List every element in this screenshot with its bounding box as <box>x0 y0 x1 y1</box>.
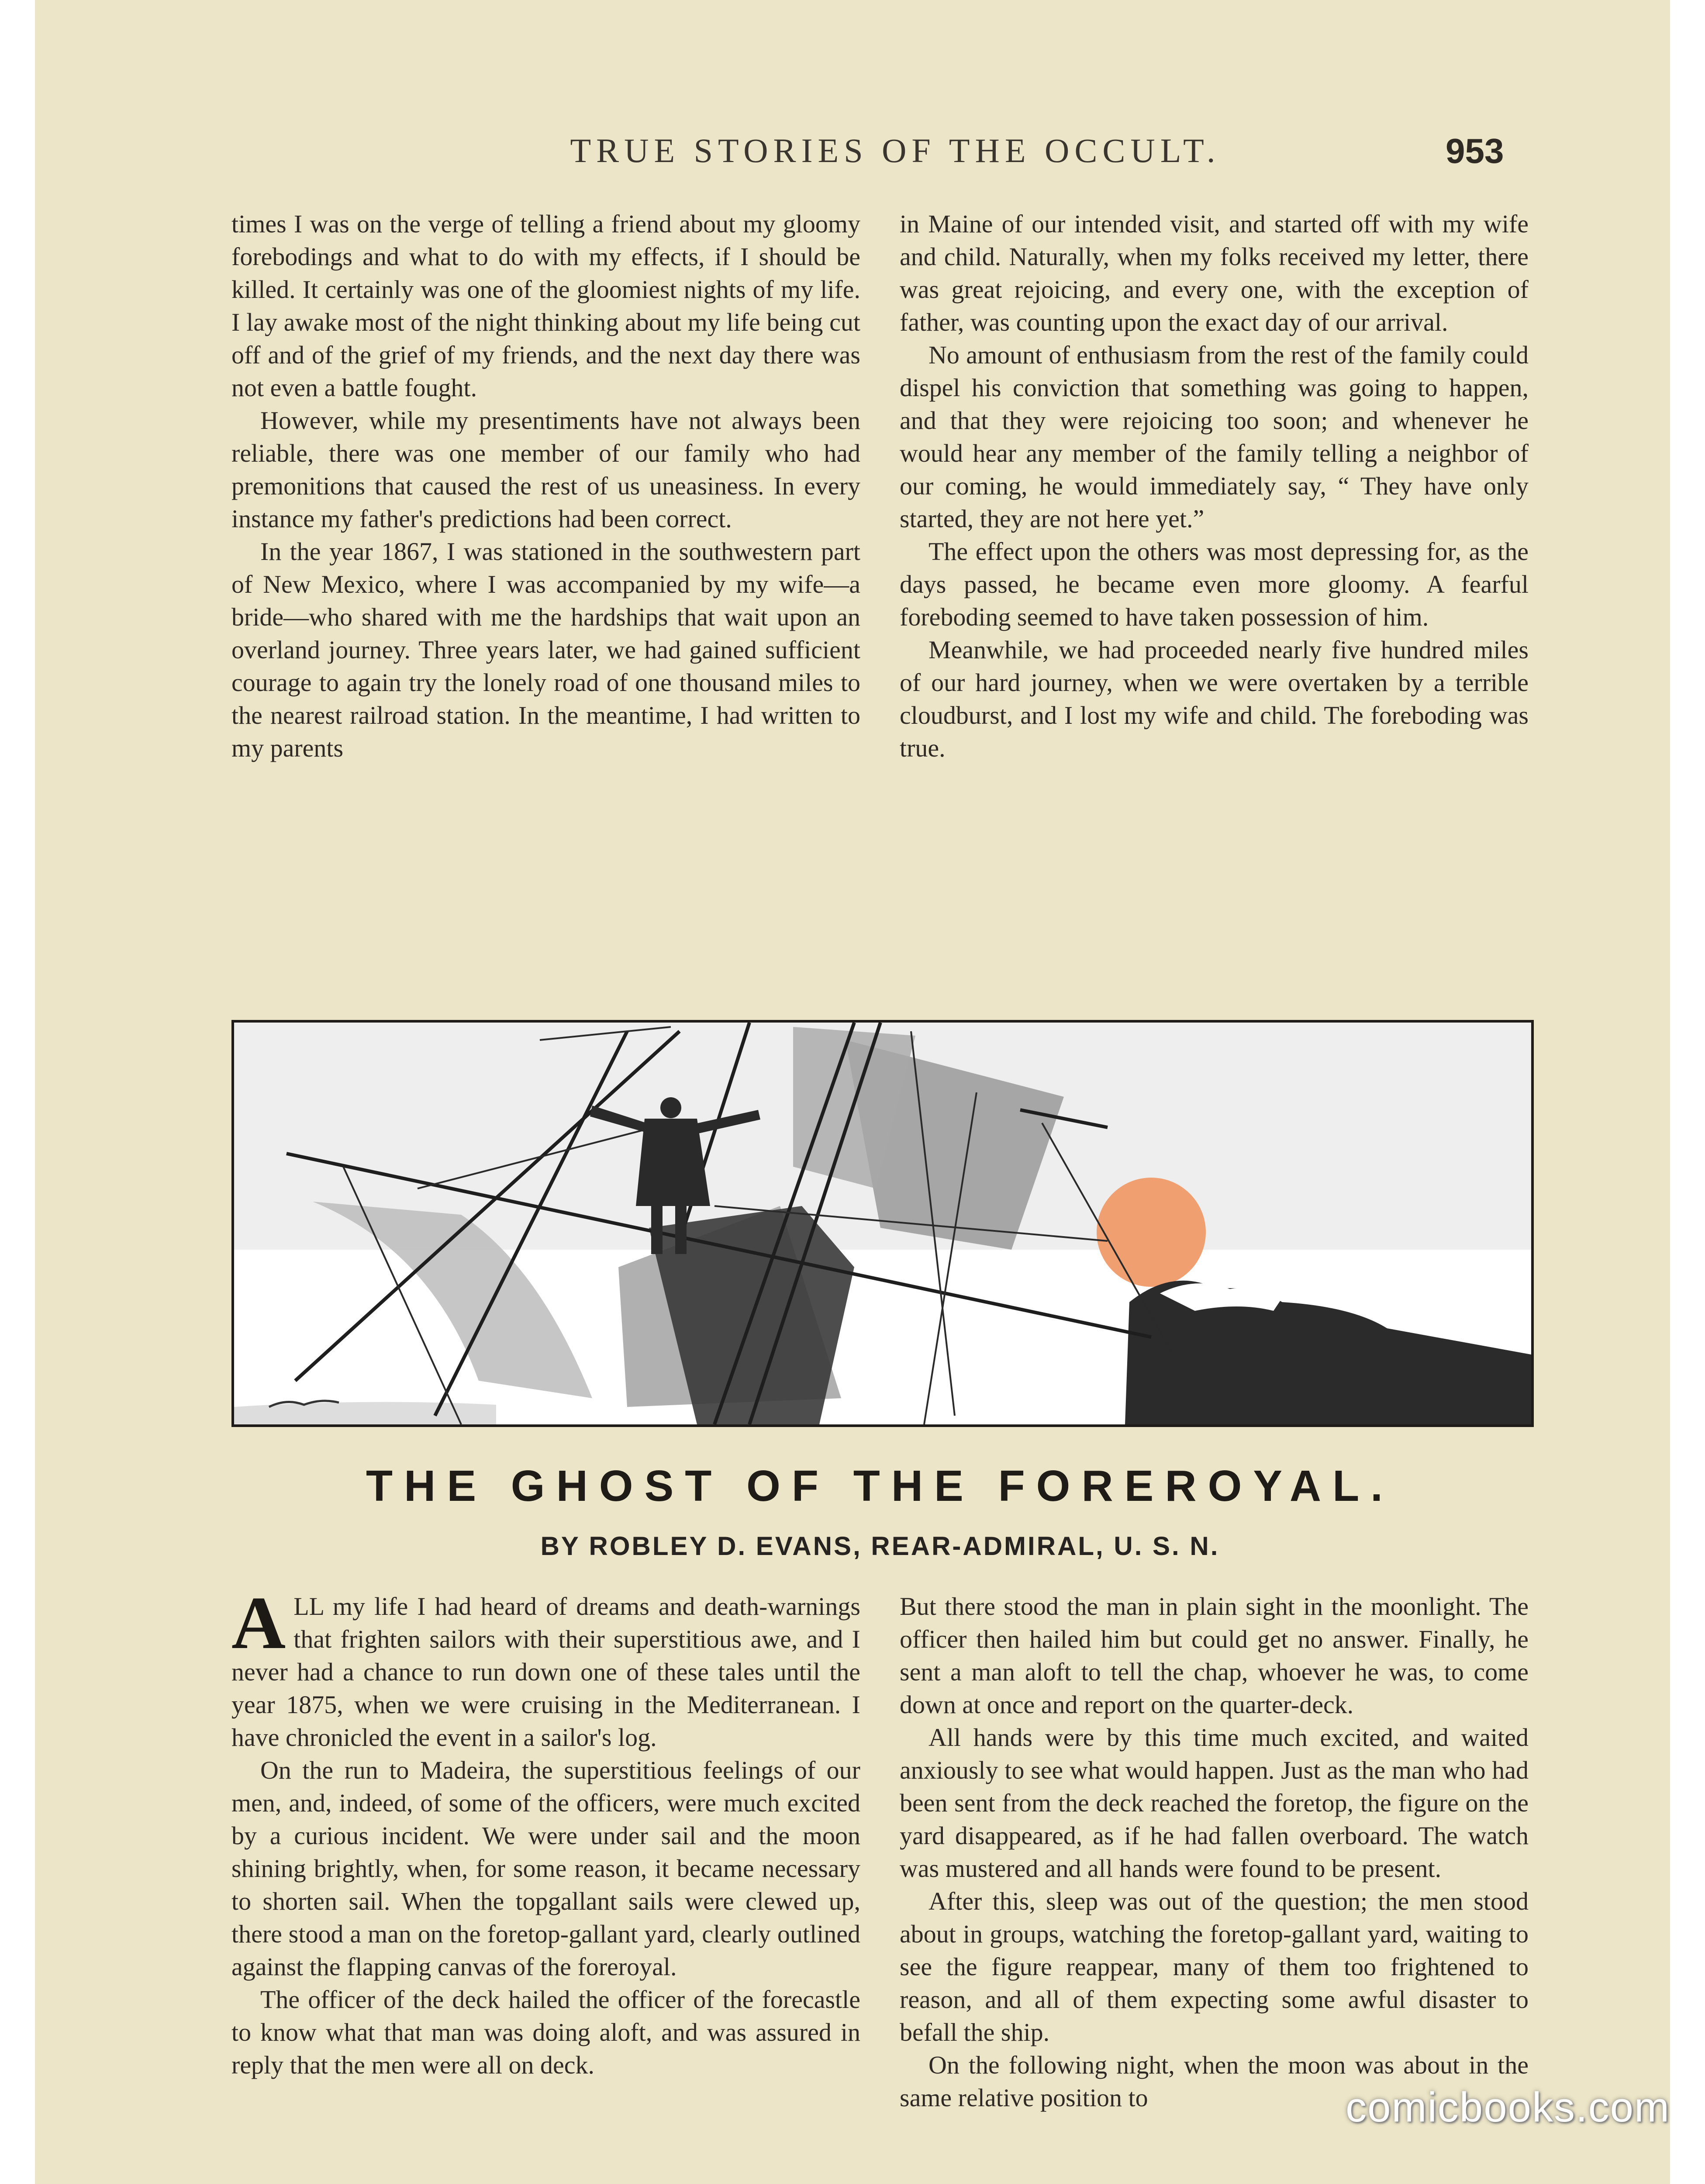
page-header <box>35 131 1670 179</box>
paragraph: All hands were by this time much excited, and waited anxiously to see what would happen. Just as the man who had been sent from the deck reached the foretop, the figure on the yard disappeared, as if he had fallen overboard. The watch was mustered and all hands were found to be present. <box>900 1723 1529 1883</box>
paragraph: In the year 1867, I was stationed in the southwestern part of New Mexico, where I was accompanied by my wife—a bride—who shared with me the hardships that wait upon an overland journey. Three years later, we had gained sufficient courage to again try the lonely road of one thousand miles to the nearest railroad station. In the meantime, I had written to my parents <box>231 537 860 762</box>
first-paragraph-text: LL my life I had heard of dreams and death-warnings that frighten sailors with their superstitious awe, and I never had a chance to run down one of these tales until the year 1875, when we were cruising in the Mediterranean. I have chronicled the event in a sailor's log. <box>231 1592 860 1752</box>
paragraph: But there stood the man in plain sight in the moonlight. The officer then hailed him but could get no answer. Finally, he sent a man aloft to tell the chap, whoever he was, to come down at once and report on the quarter-deck. <box>900 1592 1529 1719</box>
paragraph: No amount of enthusiasm from the rest of the family could dispel his conviction that something was going to happen, and that they were rejoicing too soon; and whenever he would hear any member of the family telling a neighbor of our coming, he would immediately say, “ They have only started, they are not here yet.” <box>900 341 1529 533</box>
top-left-column <box>231 207 860 976</box>
paragraph: The effect upon the others was most depressing for, as the days passed, he became even more gloomy. A fearful foreboding seemed to have taken possession of him. <box>900 537 1529 631</box>
moon-icon <box>1097 1178 1206 1287</box>
ship-mast-illustration <box>231 1020 1534 1427</box>
article-byline: BY ROBLEY D. EVANS, REAR-ADMIRAL, U. S. N. <box>540 1531 1220 1561</box>
watermark: comicbooks.com <box>1346 2084 1670 2131</box>
article-title: THE GHOST OF THE FOREROYAL. <box>366 1462 1394 1510</box>
paragraph: Meanwhile, we had proceeded nearly five hundred miles of our hard journey, when we were overtaken by a terrible cloudburst, and I lost my wife and child. The foreboding was true. <box>900 636 1529 762</box>
paragraph: After this, sleep was out of the question; the men stood about in groups, watching the foretop-gallant yard, waiting to see the figure reappear, many of them too frightened to reason, and all of them expecting some awful disaster to befall the ship. <box>900 1887 1529 2046</box>
paragraph: On the run to Madeira, the superstitious feelings of our men, and, indeed, of some of the officers, were much excited by a curious incident. We were under sail and the moon shining brightly, when, for some reason, it became necessary to shorten sail. When the topgallant sails were clewed up, there stood a man on the foretop-gallant yard, clearly outlined against the flapping canvas of the foreroyal. <box>231 1756 860 1981</box>
paragraph: times I was on the verge of telling a friend about my gloomy forebodings and what to do with my effects, if I should be killed. It certainly was one of the gloomiest nights of my life. I lay awake most of the night thinking about my life being cut off and of the grief of my friends, and the next day there was not even a battle fought. <box>231 210 860 402</box>
paragraph: The officer of the deck hailed the officer of the forecastle to know what that man was doing aloft, and was assured in reply that the men were all on deck. <box>231 1985 860 2079</box>
illustration-svg <box>234 1023 1531 1424</box>
magazine-page <box>35 0 1670 2184</box>
drop-cap: A <box>231 1582 286 1665</box>
paragraph: in Maine of our intended visit, and started off with my wife and child. Naturally, when my folks received my letter, there was great rejoicing, and every one, with the exception of father, was counting upon the exact day of our arrival. <box>900 210 1529 336</box>
page-number: 953 <box>1446 131 1504 170</box>
article-left-column <box>231 1582 860 2184</box>
running-title: TRUE STORIES OF THE OCCULT. <box>570 131 1221 169</box>
first-paragraph <box>231 1582 860 1754</box>
paragraph: However, while my presentiments have not always been reliable, there was one member of our family who had premonitions that caused the rest of us uneasiness. In every instance my father's predictions had been correct. <box>231 406 860 533</box>
top-right-column <box>900 207 1529 976</box>
paragraph: On the following night, when the moon was about in the same relative position to <box>900 2051 1529 2112</box>
